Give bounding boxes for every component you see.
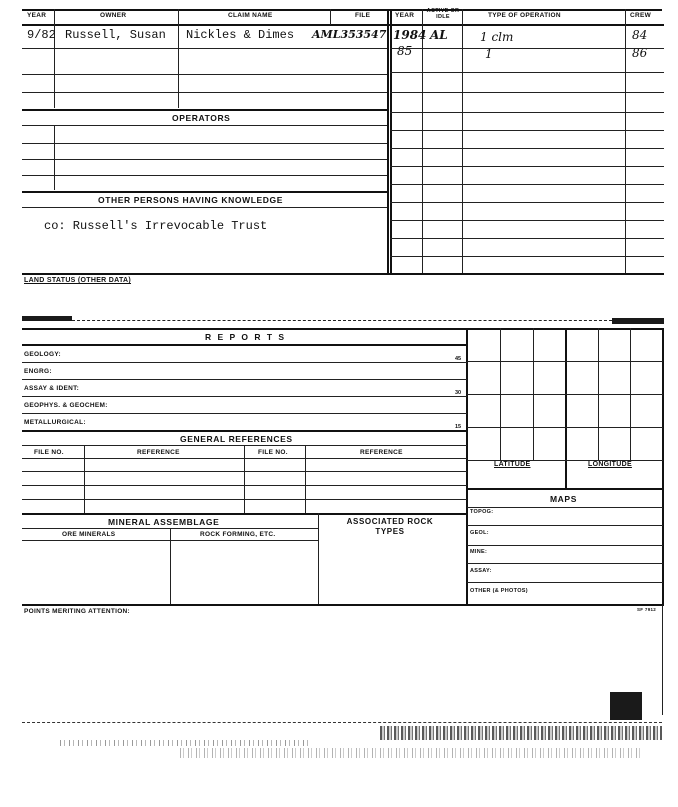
record-op-year-2: 85 [397,44,413,58]
gr-reference-header-left: REFERENCE [137,449,180,456]
operators-title: OPERATORS [172,113,231,123]
record-type-of-operation-1: 1 clm [480,30,514,44]
land-status-label: LAND STATUS (OTHER DATA) [24,277,132,284]
reports-row-num: 30 [455,390,462,396]
left-block-right-border [387,9,389,274]
maps-row-label: ASSAY: [470,568,492,574]
ore-minerals-header: ORE MINERALS [62,531,116,538]
header-bottom-border [22,24,664,26]
record-active-idle: AL [430,28,448,42]
type-of-operation-header: TYPE OF OPERATION [488,12,561,19]
record-claim-name: Nickles & Dimes [186,28,295,42]
gr-file-no-header-left: FILE NO. [34,449,64,456]
reports-row-label: ASSAY & IDENT: [24,385,80,392]
record-op-year-1: 1984 [393,28,427,42]
scan-noise-strip [180,748,640,758]
longitude-label: LONGITUDE [588,461,632,468]
top-border [22,9,662,11]
form-number: SF 7912 [637,607,657,612]
record-file: AML353547 [312,28,387,41]
scan-smudge-left [22,316,72,321]
record-year: 9/82 [27,28,56,42]
latitude-label: LATITUDE [494,461,531,468]
active-idle-header: ACTIVE OR IDLE [426,8,460,20]
year-header: YEAR [27,12,47,19]
reports-row-num: 15 [455,424,462,430]
gr-reference-header-right: REFERENCE [360,449,403,456]
reports-row-label: METALLURGICAL: [24,419,86,426]
scan-block [610,692,642,720]
reports-row-label: GEOLOGY: [24,351,61,358]
crew-header: CREW [630,12,652,19]
scan-smudge-right [612,318,664,324]
reports-row-label: GEOPHYS. & GEOCHEM: [24,402,108,409]
associated-rock-types-title: ASSOCIATED ROCK TYPES [346,517,434,536]
rock-forming-header: ROCK FORMING, ETC. [200,531,276,538]
maps-title: MAPS [550,494,577,504]
record-crew-2: 86 [632,46,648,60]
other-persons-title: OTHER PERSONS HAVING KNOWLEDGE [98,195,284,205]
scan-noise-strip [60,740,310,746]
record-type-of-operation-2: 1 [485,47,493,61]
record-owner: Russell, Susan [65,28,166,42]
owner-header: OWNER [100,12,127,19]
record-crew-1: 84 [632,28,648,42]
maps-row-label: MINE: [470,549,488,555]
other-persons-value: co: Russell's Irrevocable Trust [44,219,268,233]
maps-row-label: OTHER (& PHOTOS) [470,588,528,594]
year-right-header: YEAR [395,12,415,19]
gr-file-no-header-right: FILE NO. [258,449,288,456]
points-meriting-attention-label: POINTS MERITING ATTENTION: [24,608,131,615]
claim-name-header: CLAIM NAME [228,12,273,19]
reports-row-num: 45 [455,356,462,362]
file-header: FILE [355,12,371,19]
maps-row-label: TOPOG: [470,509,494,515]
scan-noise-strip [380,726,662,740]
maps-row-label: GEOL: [470,530,489,536]
mineral-assemblage-title: MINERAL ASSEMBLAGE [108,517,220,527]
general-references-title: GENERAL REFERENCES [180,434,293,444]
reports-row-label: ENGRG: [24,368,52,375]
reports-title: R E P O R T S [205,332,287,342]
